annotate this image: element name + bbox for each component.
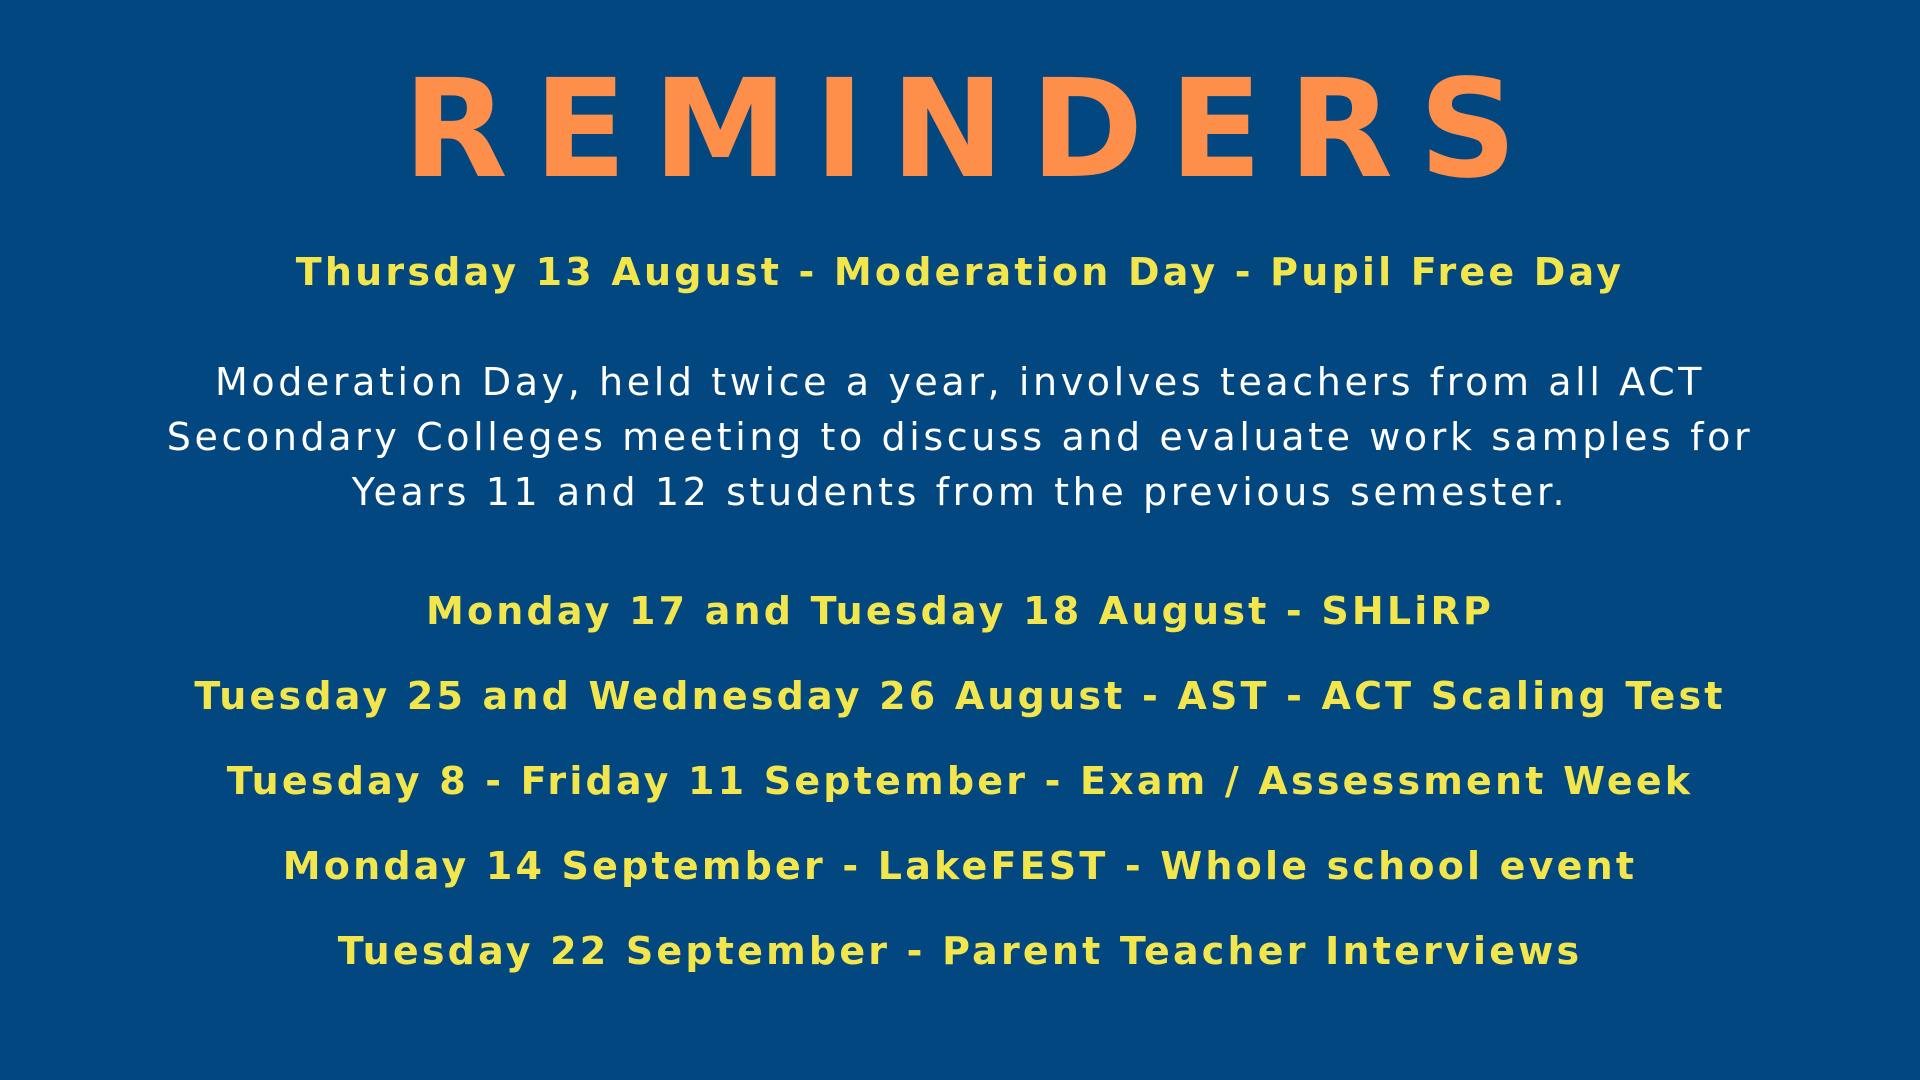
event-parent-teacher-interviews: Tuesday 22 September - Parent Teacher Interviews [337, 929, 1583, 973]
event-shlirp: Monday 17 and Tuesday 18 August - SHLiRP [425, 589, 1495, 633]
event-ast: Tuesday 25 and Wednesday 26 August - AST - ACT Scaling Test [194, 674, 1726, 718]
page-title: REMINDERS [403, 51, 1543, 209]
moderation-day-description [0, 355, 1920, 520]
description-line: Years 11 and 12 students from the previous semester. [351, 470, 1569, 514]
event-exam-week: Tuesday 8 - Friday 11 September - Exam / Assessment Week [226, 759, 1694, 803]
moderation-day-heading: Thursday 13 August - Moderation Day - Pupil Free Day [295, 250, 1625, 294]
event-lakefest: Monday 14 September - LakeFEST - Whole school event [282, 844, 1638, 888]
description-line: Secondary Colleges meeting to discuss and evaluate work samples for [166, 415, 1754, 459]
description-line: Moderation Day, held twice a year, involves teachers from all ACT [214, 360, 1706, 404]
